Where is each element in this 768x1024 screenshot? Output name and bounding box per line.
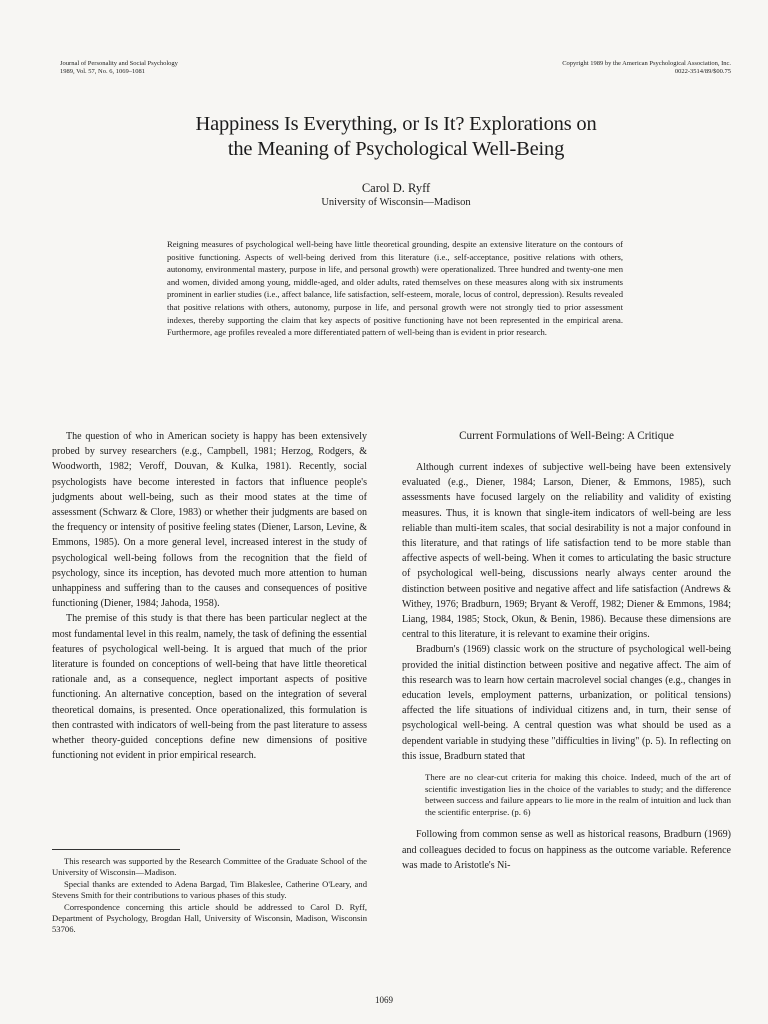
intro-paragraph-1: The question of who in American society is happy has been extensively probed by survey researchers (e.g., Campbell, 1981; Herzog, Rodgers, & Woodworth, 1982; Veroff, Douvan, & Kulka, 1981). Recently, social psychologists have become interested in factors that influence people's judgments about well-being, such as their mood states at the time of assessment (Schwarz & Clore, 1983) or whether their judgments are based on the frequency or intensity of positive feeling states (Diener, Larson, Levine, & Emmons, 1985). On a more general level, increased interest in the study of psychological well-being follows from the recognition that the field of psychology, since its inception, has devoted much more attention to human unhappiness and suffering than to the causes and consequences of positive functioning (Diener, 1984; Jahoda, 1958). xyxy=(52,431,367,610)
article-title xyxy=(120,112,672,162)
footnote-funding: This research was supported by the Research Committee of the Graduate School of the University of Wisconsin—Madison. xyxy=(52,856,367,878)
critique-paragraph-1: Although current indexes of subjective well-being have been extensively evaluated (e.g., Diener, 1984; Larson, Diener, & Emmons, 1985), such assessments have focused largely on the reliability and validity of existing measures. Thus, it is known that single-item indicators of well-being are less reliable than multi-item scales, that social desirability is not a major confound in this literature, and that ratings of life satisfaction tend to be more stable than affective aspects of well-being. When it comes to articulating the basic structure of psychological well-being, discussions nearly always center around the distinction between positive and negative affect and life satisfaction (Andrews & Withey, 1976; Bradburn, 1969; Bryant & Veroff, 1982; Diener & Emmons, 1984; Liang, 1984, 1985; Stock, Okun, & Benin, 1986). Because these dimensions are central to this literature, it is relevant to examine their origins. xyxy=(402,462,731,641)
footnote-divider xyxy=(52,849,180,850)
abstract: Reigning measures of psychological well-being have little theoretical grounding, despite an extensive literature on the contours of positive functioning. Aspects of well-being derived from this literature (i.e., self-acceptance, positive relations with others, autonomy, environmental mastery, purpose in life, and personal growth) were operationalized. Three hundred and twenty-one men and women, divided among young, middle-aged, and older adults, rated themselves on these measures along with six instruments prominent in earlier studies (i.e., affect balance, life satisfaction, self-esteem, morale, locus of control, depression). Results revealed that positive relations with others, autonomy, purpose in life, and personal growth were not strongly tied to prior assessment indexes, thereby supporting the claim that key aspects of positive functioning have not been represented in the empirical arena. Furthermore, age profiles revealed a more differentiated pattern of well-being than is evident in prior research. xyxy=(167,239,623,338)
footnote-correspondence: Correspondence concerning this article should be addressed to Carol D. Ryff, Department of Psychology, Brogdan Hall, University of Wisconsin, Madison, Wisconsin 53706. xyxy=(52,901,367,935)
author-name: Carol D. Ryff xyxy=(361,181,431,195)
journal-volume: 1989, Vol. 57, No. 6, 1069–1081 xyxy=(60,67,145,75)
article-title-line1: Happiness Is Everything, or Is It? Explorations on xyxy=(195,113,597,135)
author-affiliation: University of Wisconsin—Madison xyxy=(321,197,471,208)
article-title-line2: the Meaning of Psychological Well-Being xyxy=(227,138,565,160)
footnote-acknowledgments: Special thanks are extended to Adena Bargad, Tim Blakeslee, Catherine O'Leary, and Stevens Smith for their contributions to various phases of this study. xyxy=(52,878,367,901)
intro-paragraph-2: The premise of this study is that there has been particular neglect at the most fundamental level in this realm, namely, the task of defining the essential features of psychological well-being. It is argued that much of the prior literature is founded on conceptions of well-being that have little theoretical rationale and, as a consequence, neglect important aspects of positive functioning. An alternative conception, based on the integration of several theoretical domains, is presented. Once operationalized, this formulation is then contrasted with indicators of well-being from the past literature to assess whether theory-guided conceptions define new dimensions of positive functioning not evident in prior empirical research. xyxy=(52,613,367,762)
left-column xyxy=(52,429,367,763)
critique-paragraph-3: Following from common sense as well as historical reasons, Bradburn (1969) and colleagues decided to focus on happiness as the outcome variable. Reference was made to Aristotle's Ni- xyxy=(402,829,731,871)
right-column xyxy=(402,429,731,873)
issn-text: 0022-3514/89/$00.75 xyxy=(674,67,731,75)
journal-name: Journal of Personality and Social Psychology xyxy=(60,60,178,67)
journal-citation xyxy=(60,60,178,75)
section-heading: Current Formulations of Well-Being: A Critique xyxy=(459,430,674,442)
block-quote: There are no clear-cut criteria for making this choice. Indeed, much of the art of scientific investigation lies in the choice of the variables to study; and the difference between success and failure appears to lie more in the realm of intuition and luck than the scientific enterprise. (p. 6) xyxy=(425,772,731,817)
copyright-notice xyxy=(562,60,731,75)
critique-paragraph-2: Bradburn's (1969) classic work on the structure of psychological well-being provided the initial distinction between positive and negative affect. The aim of this research was to learn how certain macrolevel social changes (e.g., changes in education levels, employment patterns, urbanization, or political tensions) affected the life situations of individual citizens and, in turn, their sense of psychological well-being. A central question was what should be used as a dependent variable in studying these "difficulties in living" (p. 5). In reflecting on this issue, Bradburn stated that xyxy=(402,644,731,762)
page-number: 1069 xyxy=(375,995,393,1005)
footnotes xyxy=(52,856,367,936)
copyright-text: Copyright 1989 by the American Psychological Association, Inc. xyxy=(562,60,731,67)
